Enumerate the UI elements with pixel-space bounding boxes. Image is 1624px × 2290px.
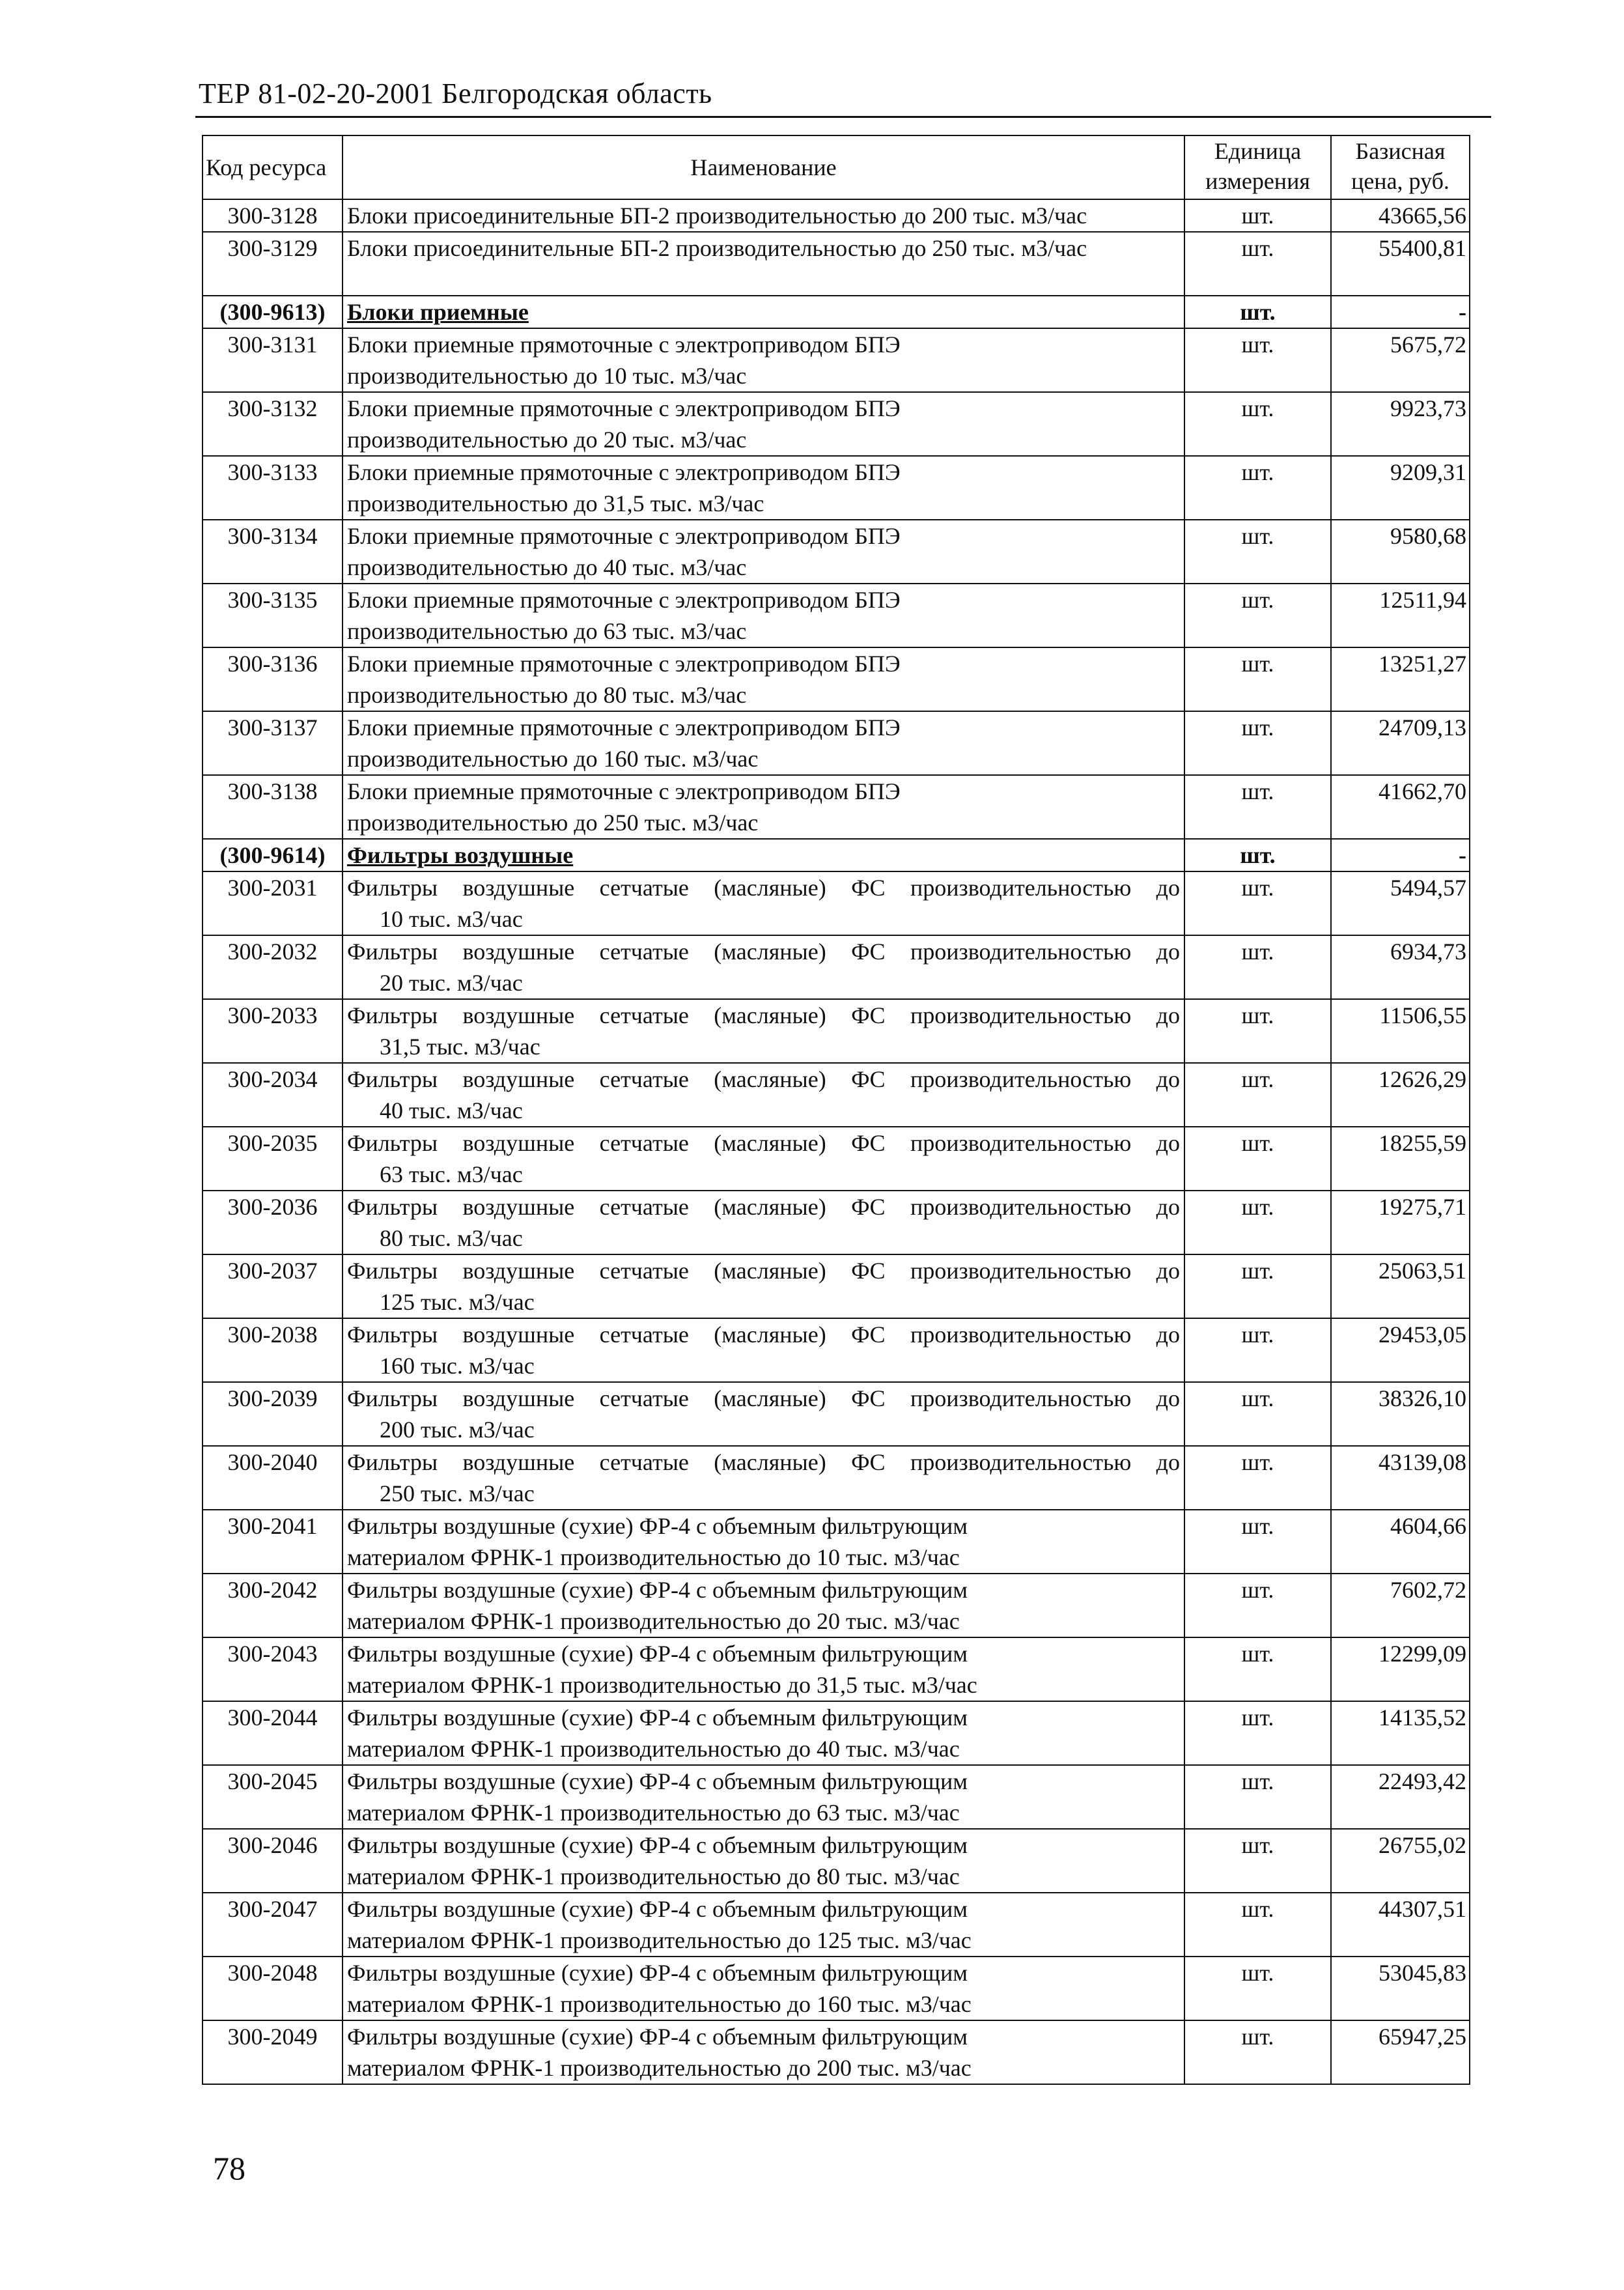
cell-unit: шт. (1184, 456, 1331, 520)
cell-name-line1: Фильтры воздушные сетчатые (масляные) ФС производительностью до (347, 1194, 1180, 1220)
table-body (203, 199, 1470, 2084)
cell-code: 300-2043 (203, 1637, 343, 1701)
cell-name-line2: производительностью до 40 тыс. м3/час (347, 554, 747, 580)
cell-price: 9209,31 (1331, 456, 1470, 520)
cell-price: 12511,94 (1331, 584, 1470, 647)
cell-name-line1: Фильтры воздушные (сухие) ФР-4 с объемным фильтрующим (347, 1896, 968, 1922)
cell-name (343, 775, 1184, 839)
cell-unit: шт. (1184, 520, 1331, 584)
cell-name-line2: 125 тыс. м3/час (380, 1289, 535, 1315)
cell-unit: шт. (1184, 392, 1331, 456)
cell-price: 12626,29 (1331, 1063, 1470, 1127)
cell-name (343, 520, 1184, 584)
cell-name-line2: материалом ФРНК-1 производительностью до 160 тыс. м3/час (347, 1991, 972, 2017)
table-row (203, 1893, 1470, 1957)
cell-price: 29453,05 (1331, 1318, 1470, 1382)
cell-unit: шт. (1184, 1574, 1331, 1637)
cell-name-line1: Фильтры воздушные сетчатые (масляные) ФС производительностью до (347, 1258, 1180, 1284)
cell-name-line1: Блоки приемные прямоточные с электроприводом БПЭ (347, 651, 901, 677)
cell-code: 300-3131 (203, 328, 343, 392)
cell-name-line2: 63 тыс. м3/час (380, 1161, 523, 1187)
cell-name (343, 711, 1184, 775)
table-row (203, 1765, 1470, 1829)
cell-name-line1: Блоки присоединительные БП-2 производительностью до 200 тыс. м3/час (347, 203, 1087, 229)
cell-name-line1: Блоки приемные (347, 299, 529, 325)
cell-price: 25063,51 (1331, 1254, 1470, 1318)
cell-name-line2: материалом ФРНК-1 производительностью до 125 тыс. м3/час (347, 1927, 972, 1953)
cell-name (343, 1957, 1184, 2020)
cell-code: 300-2036 (203, 1191, 343, 1254)
cell-name (343, 1637, 1184, 1701)
cell-unit: шт. (1184, 1637, 1331, 1701)
cell-name-line1: Блоки приемные прямоточные с электроприводом БПЭ (347, 587, 901, 613)
cell-code: 300-3132 (203, 392, 343, 456)
cell-code: 300-2047 (203, 1893, 343, 1957)
cell-code: (300-9613) (203, 296, 343, 328)
cell-name (343, 1127, 1184, 1191)
cell-name (343, 1318, 1184, 1382)
column-header-code: Код ресурса (203, 135, 343, 199)
cell-unit: шт. (1184, 1893, 1331, 1957)
cell-code: 300-3138 (203, 775, 343, 839)
cell-price: 65947,25 (1331, 2020, 1470, 2084)
cell-price: 14135,52 (1331, 1701, 1470, 1765)
cell-name-line1: Блоки приемные прямоточные с электроприводом БПЭ (347, 778, 901, 804)
cell-name (343, 999, 1184, 1063)
cell-name-line1: Фильтры воздушные сетчатые (масляные) ФС производительностью до (347, 1385, 1180, 1411)
cell-name-line1: Фильтры воздушные (сухие) ФР-4 с объемным фильтрующим (347, 1768, 968, 1794)
cell-unit: шт. (1184, 999, 1331, 1063)
cell-price: 9580,68 (1331, 520, 1470, 584)
cell-price: 41662,70 (1331, 775, 1470, 839)
cell-name-line2: материалом ФРНК-1 производительностью до 40 тыс. м3/час (347, 1736, 960, 1762)
cell-price: 38326,10 (1331, 1382, 1470, 1446)
cell-code: 300-2042 (203, 1574, 343, 1637)
cell-name-line1: Блоки приемные прямоточные с электроприводом БПЭ (347, 714, 901, 741)
cell-price: 26755,02 (1331, 1829, 1470, 1893)
cell-name (343, 935, 1184, 999)
cell-name-line2: материалом ФРНК-1 производительностью до 200 тыс. м3/час (347, 2055, 972, 2081)
cell-name (343, 1382, 1184, 1446)
table-header-row (203, 135, 1470, 199)
table-row (203, 935, 1470, 999)
table-row (203, 1574, 1470, 1637)
cell-name-line2: материалом ФРНК-1 производительностью до 80 тыс. м3/час (347, 1863, 960, 1889)
cell-name-line2: производительностью до 20 тыс. м3/час (347, 427, 747, 453)
cell-code: 300-2040 (203, 1446, 343, 1510)
cell-code: 300-2044 (203, 1701, 343, 1765)
table-row (203, 1318, 1470, 1382)
cell-price: 18255,59 (1331, 1127, 1470, 1191)
table-row (203, 1191, 1470, 1254)
cell-unit: шт. (1184, 296, 1331, 328)
cell-name-line1: Фильтры воздушные сетчатые (масляные) ФС производительностью до (347, 1322, 1180, 1348)
table-row (203, 1254, 1470, 1318)
cell-code: 300-2031 (203, 871, 343, 935)
cell-name-line1: Фильтры воздушные сетчатые (масляные) ФС производительностью до (347, 1066, 1180, 1092)
table-row (203, 2020, 1470, 2084)
cell-name (343, 1765, 1184, 1829)
cell-price: 6934,73 (1331, 935, 1470, 999)
column-header-price-line1: Базисная (1355, 138, 1446, 164)
cell-name-line1: Фильтры воздушные (сухие) ФР-4 с объемным фильтрующим (347, 1704, 968, 1731)
table-row (203, 999, 1470, 1063)
cell-price: 43665,56 (1331, 199, 1470, 232)
cell-name (343, 392, 1184, 456)
cell-code: 300-2041 (203, 1510, 343, 1574)
column-header-unit-line2: измерения (1205, 168, 1310, 194)
cell-unit: шт. (1184, 1063, 1331, 1127)
cell-name (343, 839, 1184, 871)
cell-unit: шт. (1184, 1765, 1331, 1829)
cell-name-line2: 40 тыс. м3/час (380, 1097, 523, 1124)
cell-unit: шт. (1184, 839, 1331, 871)
cell-name-line2: 80 тыс. м3/час (380, 1225, 523, 1251)
cell-price: 5675,72 (1331, 328, 1470, 392)
cell-unit: шт. (1184, 1957, 1331, 2020)
table-row (203, 871, 1470, 935)
cell-name-line1: Фильтры воздушные (сухие) ФР-4 с объемным фильтрующим (347, 1513, 968, 1539)
cell-price: 4604,66 (1331, 1510, 1470, 1574)
cell-name-line1: Блоки присоединительные БП-2 производительностью до 250 тыс. м3/час (347, 235, 1087, 261)
cell-name-line2: 250 тыс. м3/час (380, 1480, 535, 1506)
cell-name (343, 1063, 1184, 1127)
price-table-container (202, 135, 1469, 2085)
column-header-unit-line1: Единица (1214, 138, 1302, 164)
cell-name-line2: производительностью до 63 тыс. м3/час (347, 618, 747, 644)
cell-unit: шт. (1184, 584, 1331, 647)
cell-unit: шт. (1184, 1191, 1331, 1254)
cell-name-line1: Фильтры воздушные сетчатые (масляные) ФС производительностью до (347, 1002, 1180, 1028)
table-row (203, 328, 1470, 392)
table-row (203, 1701, 1470, 1765)
table-row (203, 456, 1470, 520)
cell-name (343, 1574, 1184, 1637)
table-row (203, 232, 1470, 296)
cell-unit: шт. (1184, 775, 1331, 839)
table-row (203, 711, 1470, 775)
document-title: ТЕР 81-02-20-2001 Белгородская область (199, 78, 712, 109)
cell-unit: шт. (1184, 1382, 1331, 1446)
cell-name (343, 1510, 1184, 1574)
cell-code: 300-2032 (203, 935, 343, 999)
cell-price: 22493,42 (1331, 1765, 1470, 1829)
cell-price: 44307,51 (1331, 1893, 1470, 1957)
cell-unit: шт. (1184, 2020, 1331, 2084)
cell-name-line2: материалом ФРНК-1 производительностью до 63 тыс. м3/час (347, 1800, 960, 1826)
cell-code: 300-2049 (203, 2020, 343, 2084)
cell-code: 300-3133 (203, 456, 343, 520)
cell-name (343, 1701, 1184, 1765)
cell-name-line2: производительностью до 31,5 тыс. м3/час (347, 490, 764, 516)
table-row (203, 199, 1470, 232)
cell-unit: шт. (1184, 647, 1331, 711)
cell-price: 12299,09 (1331, 1637, 1470, 1701)
cell-unit: шт. (1184, 199, 1331, 232)
price-table (202, 135, 1470, 2085)
cell-name-line1: Фильтры воздушные (сухие) ФР-4 с объемным фильтрующим (347, 1577, 968, 1603)
cell-code: 300-3137 (203, 711, 343, 775)
header-divider (195, 116, 1491, 118)
cell-price: 53045,83 (1331, 1957, 1470, 2020)
cell-unit: шт. (1184, 1127, 1331, 1191)
cell-name-line1: Блоки приемные прямоточные с электроприводом БПЭ (347, 459, 901, 485)
table-row (203, 1829, 1470, 1893)
cell-unit: шт. (1184, 1510, 1331, 1574)
cell-code: 300-3129 (203, 232, 343, 296)
cell-name-line1: Блоки приемные прямоточные с электроприводом БПЭ (347, 395, 901, 421)
cell-unit: шт. (1184, 1701, 1331, 1765)
cell-name-line1: Фильтры воздушные сетчатые (масляные) ФС производительностью до (347, 1130, 1180, 1156)
cell-name-line1: Фильтры воздушные сетчатые (масляные) ФС производительностью до (347, 1449, 1180, 1475)
table-group-row (203, 296, 1470, 328)
table-row (203, 775, 1470, 839)
cell-name (343, 1446, 1184, 1510)
cell-name-line1: Фильтры воздушные (сухие) ФР-4 с объемным фильтрующим (347, 1832, 968, 1858)
cell-name-line1: Фильтры воздушные (сухие) ФР-4 с объемным фильтрующим (347, 1641, 968, 1667)
cell-name-line1: Фильтры воздушные сетчатые (масляные) ФС производительностью до (347, 939, 1180, 965)
cell-name-line1: Блоки приемные прямоточные с электроприводом БПЭ (347, 523, 901, 549)
cell-code: 300-2045 (203, 1765, 343, 1829)
table-row (203, 1063, 1470, 1127)
cell-unit: шт. (1184, 328, 1331, 392)
table-row (203, 584, 1470, 647)
cell-price: 55400,81 (1331, 232, 1470, 296)
cell-code: 300-2039 (203, 1382, 343, 1446)
cell-price: 11506,55 (1331, 999, 1470, 1063)
cell-price: 19275,71 (1331, 1191, 1470, 1254)
cell-name-line2: производительностью до 10 тыс. м3/час (347, 363, 747, 389)
cell-name (343, 584, 1184, 647)
cell-name-line2: материалом ФРНК-1 производительностью до 20 тыс. м3/час (347, 1608, 960, 1634)
table-row (203, 647, 1470, 711)
cell-unit: шт. (1184, 1829, 1331, 1893)
cell-price: 9923,73 (1331, 392, 1470, 456)
column-header-price-line2: цена, руб. (1351, 168, 1449, 194)
cell-name (343, 199, 1184, 232)
cell-price: 5494,57 (1331, 871, 1470, 935)
cell-price: 43139,08 (1331, 1446, 1470, 1510)
cell-code: 300-2035 (203, 1127, 343, 1191)
cell-price: - (1331, 839, 1470, 871)
table-row (203, 392, 1470, 456)
table-row (203, 1382, 1470, 1446)
cell-unit: шт. (1184, 871, 1331, 935)
cell-price: 24709,13 (1331, 711, 1470, 775)
cell-name-line2: 200 тыс. м3/час (380, 1417, 535, 1443)
cell-code: 300-3128 (203, 199, 343, 232)
cell-unit: шт. (1184, 232, 1331, 296)
table-row (203, 1510, 1470, 1574)
table-row (203, 1637, 1470, 1701)
column-header-unit (1184, 135, 1331, 199)
column-header-name: Наименование (343, 135, 1184, 199)
cell-unit: шт. (1184, 1318, 1331, 1382)
cell-name-line2: производительностью до 160 тыс. м3/час (347, 746, 759, 772)
cell-code: 300-2037 (203, 1254, 343, 1318)
cell-name (343, 328, 1184, 392)
cell-name (343, 232, 1184, 296)
cell-code: 300-2048 (203, 1957, 343, 2020)
cell-unit: шт. (1184, 1446, 1331, 1510)
table-row (203, 1957, 1470, 2020)
cell-code: 300-2033 (203, 999, 343, 1063)
cell-price: - (1331, 296, 1470, 328)
cell-name-line2: производительностью до 80 тыс. м3/час (347, 682, 747, 708)
cell-name (343, 1254, 1184, 1318)
table-group-row (203, 839, 1470, 871)
cell-unit: шт. (1184, 1254, 1331, 1318)
cell-name (343, 456, 1184, 520)
cell-code: 300-2046 (203, 1829, 343, 1893)
cell-unit: шт. (1184, 711, 1331, 775)
cell-code: 300-3135 (203, 584, 343, 647)
cell-unit: шт. (1184, 935, 1331, 999)
cell-name-line1: Фильтры воздушные (сухие) ФР-4 с объемным фильтрующим (347, 1960, 968, 1986)
cell-name-line1: Фильтры воздушные (347, 842, 574, 868)
cell-name (343, 871, 1184, 935)
cell-name (343, 1191, 1184, 1254)
cell-name-line1: Блоки приемные прямоточные с электроприводом БПЭ (347, 332, 901, 358)
cell-name-line1: Фильтры воздушные сетчатые (масляные) ФС производительностью до (347, 875, 1180, 901)
cell-name (343, 2020, 1184, 2084)
cell-name-line2: 10 тыс. м3/час (380, 906, 523, 932)
cell-price: 13251,27 (1331, 647, 1470, 711)
cell-name-line2: 160 тыс. м3/час (380, 1353, 535, 1379)
cell-code: 300-3134 (203, 520, 343, 584)
cell-name (343, 1829, 1184, 1893)
cell-price: 7602,72 (1331, 1574, 1470, 1637)
cell-name-line2: материалом ФРНК-1 производительностью до 31,5 тыс. м3/час (347, 1672, 977, 1698)
column-header-price (1331, 135, 1470, 199)
page-number: 78 (213, 2150, 245, 2186)
table-row (203, 520, 1470, 584)
cell-name (343, 647, 1184, 711)
cell-name (343, 1893, 1184, 1957)
table-row (203, 1446, 1470, 1510)
cell-code: 300-2034 (203, 1063, 343, 1127)
cell-name (343, 296, 1184, 328)
cell-code: 300-2038 (203, 1318, 343, 1382)
cell-name-line1: Фильтры воздушные (сухие) ФР-4 с объемным фильтрующим (347, 2024, 968, 2050)
table-row (203, 1127, 1470, 1191)
cell-name-line2: 31,5 тыс. м3/час (380, 1034, 540, 1060)
cell-name-line2: материалом ФРНК-1 производительностью до 10 тыс. м3/час (347, 1544, 960, 1570)
cell-code: 300-3136 (203, 647, 343, 711)
cell-name-line2: производительностью до 250 тыс. м3/час (347, 810, 759, 836)
cell-code: (300-9614) (203, 839, 343, 871)
cell-name-line2: 20 тыс. м3/час (380, 970, 523, 996)
